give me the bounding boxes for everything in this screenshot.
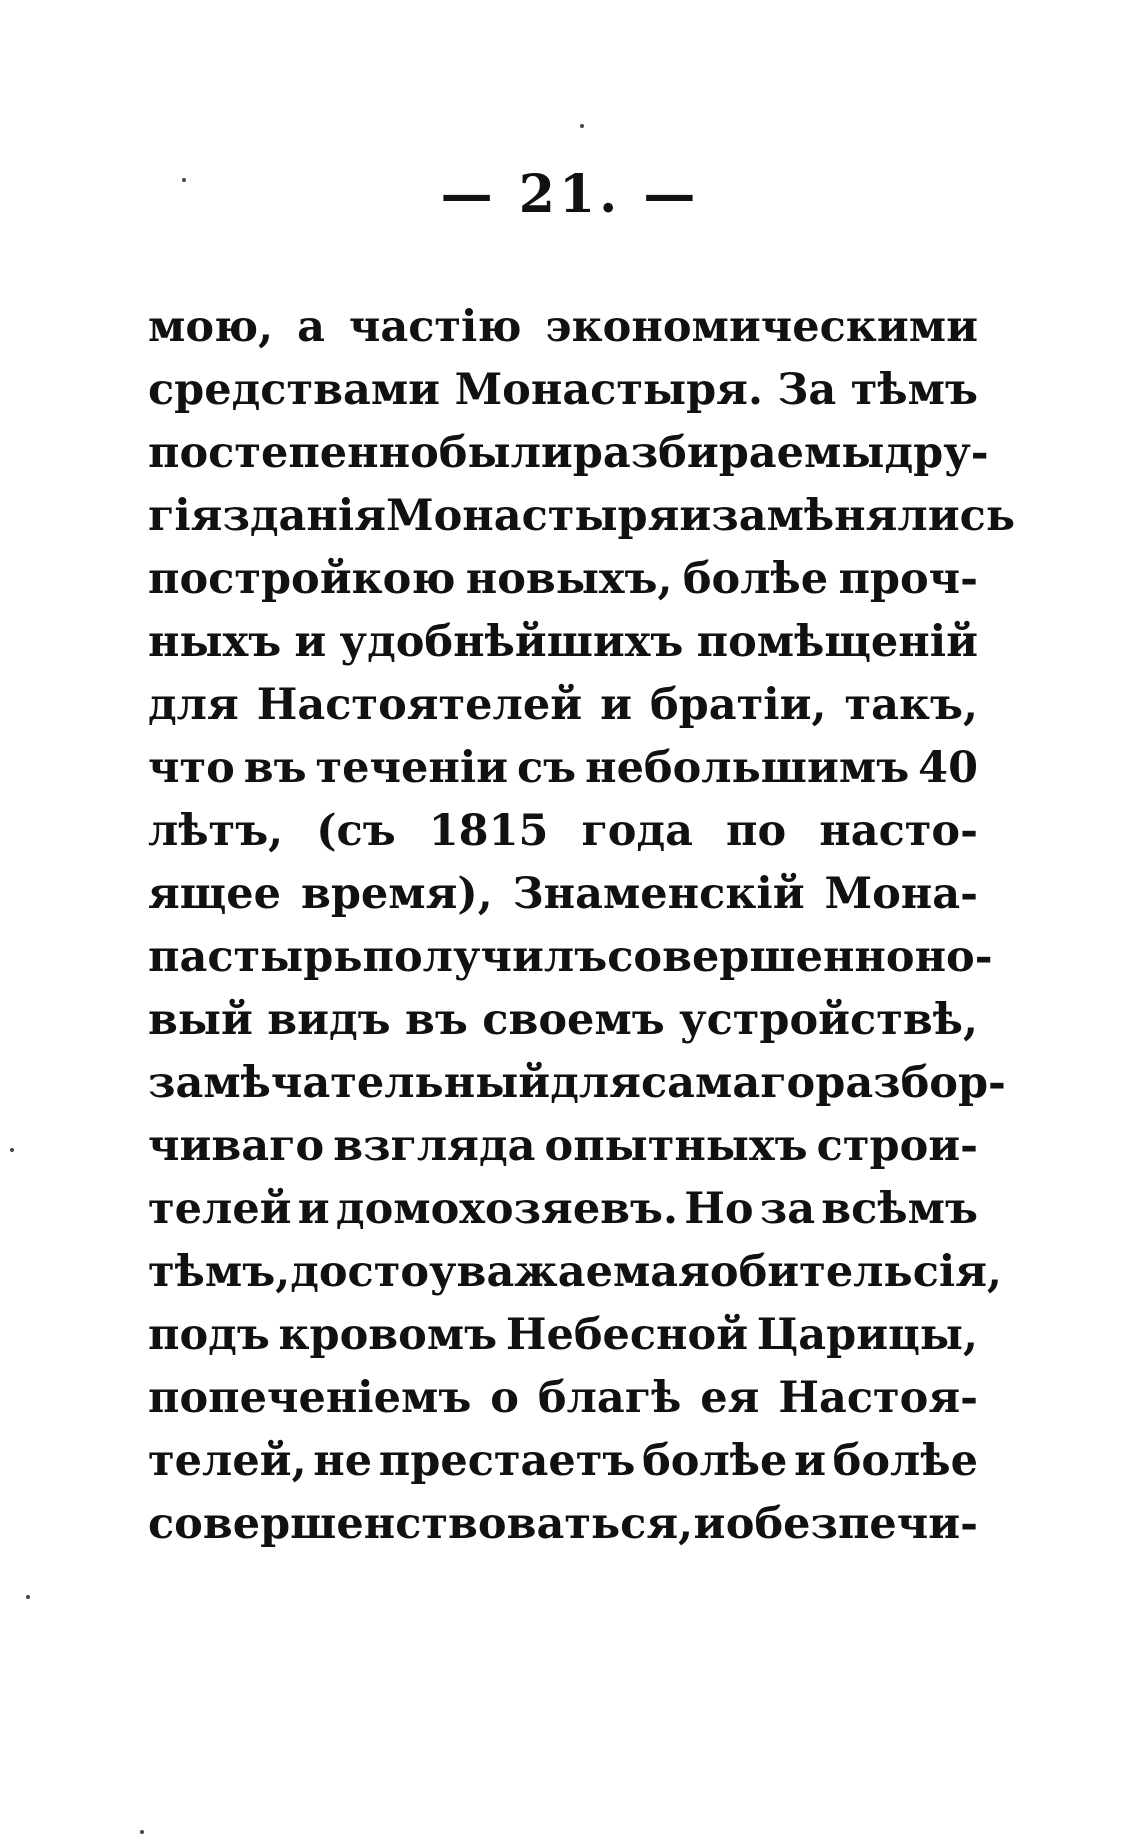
word: замѣчательный	[148, 1058, 551, 1108]
word: тѣмъ	[850, 365, 978, 415]
body-text	[148, 296, 1016, 1556]
word: своемъ	[482, 995, 665, 1045]
text-line	[148, 422, 989, 485]
word: разбор-	[815, 1058, 1006, 1108]
word: подъ	[148, 1310, 270, 1360]
word: ящее	[148, 869, 282, 919]
word: Настоятелей	[256, 680, 583, 730]
word: проч-	[838, 554, 978, 604]
print-speck	[580, 124, 584, 128]
word: Знаменскій	[512, 869, 805, 919]
word: взгляда	[333, 1121, 536, 1171]
word: устройствѣ,	[679, 995, 978, 1045]
word: и	[693, 1499, 726, 1549]
print-speck	[10, 1148, 14, 1152]
word: замѣнялись	[711, 491, 1016, 541]
word: для	[550, 1058, 641, 1108]
text-line	[148, 611, 978, 674]
text-line	[148, 359, 978, 422]
word: средствами	[148, 365, 441, 415]
word: 40	[918, 743, 978, 793]
text-line	[148, 296, 978, 359]
text-line	[148, 548, 978, 611]
word: о	[490, 1373, 519, 1423]
word: такъ,	[844, 680, 978, 730]
word: кровомъ	[278, 1310, 498, 1360]
text-line	[148, 1493, 978, 1556]
word: пастырь	[148, 932, 363, 982]
word: не	[313, 1436, 373, 1486]
word: лѣтъ,	[148, 806, 284, 856]
word: болѣе	[682, 554, 829, 604]
word: получилъ	[362, 932, 608, 982]
text-line	[148, 1367, 978, 1430]
word: достоуважаемая	[290, 1247, 710, 1297]
word: Монастыря	[386, 491, 680, 541]
word: братіи,	[650, 680, 827, 730]
word: сія,	[912, 1247, 1002, 1297]
word: небольшимъ	[585, 743, 910, 793]
text-line	[148, 737, 978, 800]
word: и	[794, 1436, 826, 1486]
word: опытныхъ	[544, 1121, 808, 1171]
word: съ	[517, 743, 577, 793]
word: частію	[348, 302, 522, 352]
text-line	[148, 1241, 1002, 1304]
word: телей	[148, 1184, 292, 1234]
word: совершенствоваться,	[148, 1499, 694, 1549]
word: попеченіемъ	[148, 1373, 472, 1423]
word: и	[679, 491, 712, 541]
word: и	[600, 680, 632, 730]
text-line	[148, 1178, 978, 1241]
text-line	[148, 989, 978, 1052]
word: болѣе	[642, 1436, 788, 1486]
word: но-	[914, 932, 993, 982]
word: Монастыря.	[454, 365, 763, 415]
word: чиваго	[148, 1121, 325, 1171]
word: разбираемы	[572, 428, 885, 478]
word: теченіи	[315, 743, 509, 793]
word: и	[294, 617, 327, 667]
page-number: — 21. —	[440, 164, 700, 225]
word: 1815	[428, 806, 549, 856]
word: новыхъ,	[465, 554, 673, 604]
word: Настоя-	[778, 1373, 978, 1423]
word: по	[726, 806, 787, 856]
word: Мона-	[824, 869, 978, 919]
word: постройкою	[148, 554, 456, 604]
word: и	[297, 1184, 330, 1234]
text-line	[148, 926, 993, 989]
word: Царицы,	[756, 1310, 978, 1360]
word: телей,	[148, 1436, 307, 1486]
text-line	[148, 1430, 978, 1493]
word: домохозяевъ.	[335, 1184, 679, 1234]
word: въ	[405, 995, 468, 1045]
word: строи-	[816, 1121, 978, 1171]
word: года	[581, 806, 694, 856]
word: тѣмъ,	[148, 1247, 291, 1297]
word: для	[148, 680, 239, 730]
text-line	[148, 674, 978, 737]
word: совершенно	[607, 932, 915, 982]
word: ея	[700, 1373, 760, 1423]
print-speck	[26, 1595, 30, 1599]
text-line	[148, 1052, 1006, 1115]
word: постепенно	[148, 428, 439, 478]
word: (съ	[316, 806, 396, 856]
text-line	[148, 800, 978, 863]
word: были	[438, 428, 573, 478]
word: мою,	[148, 302, 274, 352]
text-line	[148, 1304, 978, 1367]
text-line	[148, 863, 978, 926]
word: удобнѣйшихъ	[339, 617, 684, 667]
word: въ	[243, 743, 307, 793]
word: дру-	[884, 428, 989, 478]
word: болѣе	[832, 1436, 978, 1486]
word: за	[759, 1184, 816, 1234]
word: что	[148, 743, 235, 793]
word: видъ	[267, 995, 391, 1045]
word: Небесной	[505, 1310, 749, 1360]
word: самаго	[640, 1058, 816, 1108]
word: насто-	[819, 806, 978, 856]
word: благѣ	[537, 1373, 682, 1423]
word: время),	[300, 869, 493, 919]
word: Но	[684, 1184, 754, 1234]
word: зданія	[222, 491, 386, 541]
print-speck	[182, 178, 186, 182]
word: обезпечи-	[725, 1499, 978, 1549]
word: экономическими	[545, 302, 978, 352]
print-speck	[140, 1830, 144, 1834]
word: всѣмъ	[821, 1184, 978, 1234]
word: вый	[148, 995, 253, 1045]
word: ныхъ	[148, 617, 282, 667]
word: обитель	[709, 1247, 913, 1297]
word: а	[297, 302, 325, 352]
word: помѣщеній	[696, 617, 978, 667]
text-line	[148, 1115, 978, 1178]
text-line	[148, 485, 1016, 548]
word: За	[777, 365, 837, 415]
word: гія	[148, 491, 223, 541]
word: престаетъ	[378, 1436, 636, 1486]
